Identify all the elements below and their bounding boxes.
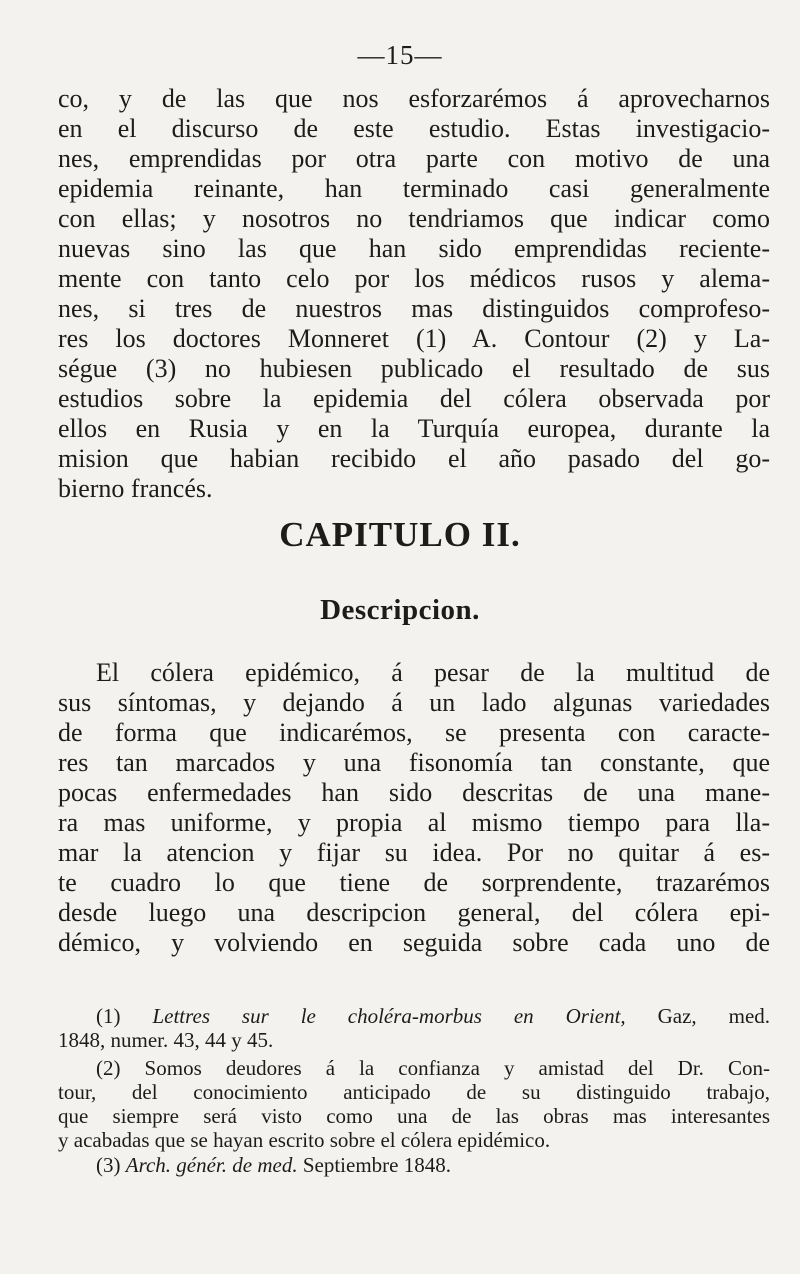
text-line: epidemia reinante, han terminado casi generalmente	[58, 174, 770, 203]
text-line: co, y de las que nos esforzarémos á aprovecharnos	[58, 84, 770, 113]
footnote-2-continuation: tour, del conocimiento anticipado de su distinguido trabajo,	[58, 1080, 770, 1104]
text-line: mision que habian recibido el año pasado del go-	[58, 444, 770, 473]
footnote-1	[96, 1004, 770, 1028]
text-line: pocas enfermedades han sido descritas de una mane-	[58, 778, 770, 807]
text-line: démico, y volviendo en seguida sobre cada uno de	[58, 928, 770, 957]
chapter-title: CAPITULO II.	[279, 515, 521, 554]
text-line: ségue (3) no hubiesen publicado el resultado de sus	[58, 354, 770, 383]
text-line: en el discurso de este estudio. Estas investigacio-	[58, 114, 770, 143]
footnote-2-continuation: que siempre será visto como una de las obras mas interesantes	[58, 1104, 770, 1128]
text-line: mente con tanto celo por los médicos rusos y alema-	[58, 264, 770, 293]
page-number: —15—	[357, 40, 443, 70]
text-line: ellos en Rusia y en la Turquía europea, durante la	[58, 414, 770, 443]
footnote-2-continuation: y acabadas que se hayan escrito sobre el cólera epidémico.	[58, 1128, 551, 1152]
text-line: ra mas uniforme, y propia al mismo tiempo para lla-	[58, 808, 770, 837]
text-line: nuevas sino las que han sido emprendidas reciente-	[58, 234, 770, 263]
text-line: nes, si tres de nuestros mas distinguidos comprofeso-	[58, 294, 770, 323]
text-line: te cuadro lo que tiene de sorprendente, trazarémos	[58, 868, 770, 897]
text-line: con ellas; y nosotros no tendriamos que indicar como	[58, 204, 770, 233]
footnote-3-date: Septiembre 1848.	[302, 1153, 451, 1177]
text-line: de forma que indicarémos, se presenta con caracte-	[58, 718, 770, 747]
text-line: estudios sobre la epidemia del cólera observada por	[58, 384, 770, 413]
text-line: bierno francés.	[58, 474, 213, 503]
section-title: Descripcion.	[320, 594, 480, 626]
footnote-1-source: Gaz, med.	[657, 1004, 771, 1028]
text-line: sus síntomas, y dejando á un lado algunas variedades	[58, 688, 770, 717]
footnote-1-number: (1)	[96, 1004, 121, 1028]
text-line: El cólera epidémico, á pesar de la multitud de	[96, 658, 770, 687]
footnote-2: (2) Somos deudores á la confianza y amistad del Dr. Con-	[96, 1056, 770, 1080]
text-line: res tan marcados y una fisonomía tan constante, que	[58, 748, 770, 777]
footnote-3-number: (3)	[96, 1153, 121, 1177]
text-line: mar la atencion y fijar su idea. Por no quitar á es-	[58, 838, 770, 867]
text-line: nes, emprendidas por otra parte con motivo de una	[58, 144, 770, 173]
footnote-3	[96, 1153, 770, 1177]
footnote-3-title: Arch. génér. de med.	[125, 1153, 298, 1177]
footnote-1-title: Lettres sur le choléra-morbus en Orient,	[152, 1004, 626, 1028]
footnote-1-continuation: 1848, numer. 43, 44 y 45.	[58, 1028, 274, 1052]
text-line: res los doctores Monneret (1) A. Contour (2) y La-	[58, 324, 770, 353]
text-line: desde luego una descripcion general, del cólera epi-	[58, 898, 770, 927]
